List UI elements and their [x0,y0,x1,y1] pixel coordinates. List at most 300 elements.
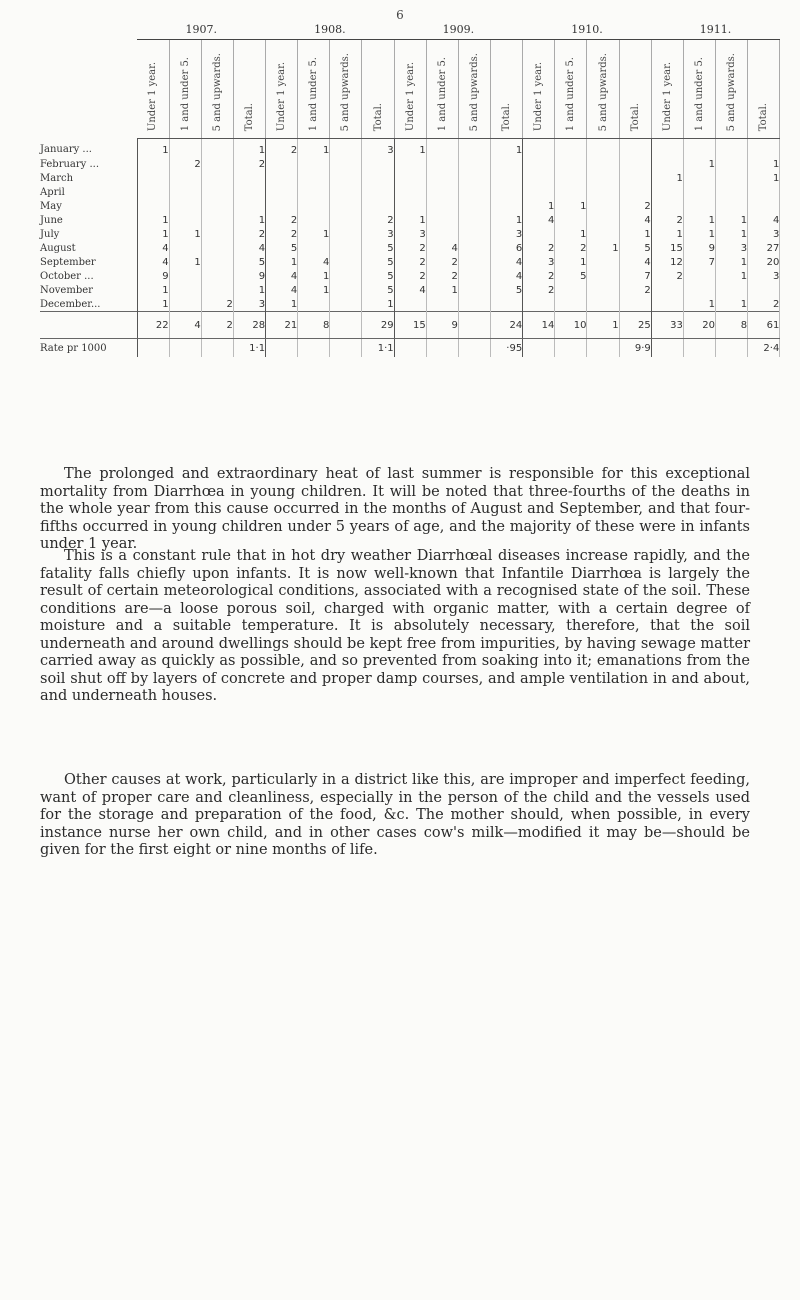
table-cell: 3 [394,227,426,241]
column-header [683,40,715,139]
table-cell [233,199,265,213]
table-cell [587,283,619,297]
column-header-label: Total. [372,102,384,131]
table-cell [426,157,458,171]
table-cell [748,199,780,213]
table-cell: 1 [555,199,587,213]
row-label: June [40,213,137,227]
table-cell [330,171,362,185]
table-cell: 2 [748,297,780,312]
table-cell [426,297,458,312]
table-cell [169,139,201,158]
column-header [298,40,330,139]
table-cell: 1·1 [233,339,265,358]
table-cell [266,185,298,199]
table-cell [587,213,619,227]
table-cell [458,339,490,358]
table-cell [651,339,683,358]
table-cell: 1 [137,227,169,241]
table-cell: 4 [266,269,298,283]
table-cell [555,185,587,199]
table-cell: 1 [362,297,394,312]
table-cell [555,213,587,227]
table-cell: 2 [394,269,426,283]
table-cell [201,283,233,297]
diarrhoea-mortality-table [40,20,780,357]
table-cell: 1 [266,255,298,269]
table-cell: 2 [555,241,587,255]
table-cell [716,171,748,185]
table-cell [169,171,201,185]
table-cell [619,185,651,199]
table-cell [491,297,523,312]
table-cell [748,283,780,297]
table-cell [587,185,619,199]
table-cell [458,157,490,171]
table-cell [619,139,651,158]
table-cell [169,241,201,255]
paragraph-text: The prolonged and extraordinary heat of last summer is responsible for this exceptional mortality from Diarrhœa in young children. It will be noted that three-fourths of the deaths in the whole year from this cause occurred in the months of August and September, and that four-fifths occurred in young children under 5 years of age, and the majority of these were in infants under 1 year. [40,466,750,552]
table-cell: 1 [683,157,715,171]
table-cell [458,199,490,213]
table-cell [394,171,426,185]
column-header [330,40,362,139]
table-row [40,283,780,297]
table-cell [330,199,362,213]
row-label: December... [40,297,137,312]
table-cell: 2 [266,139,298,158]
table-body [40,139,780,358]
table-cell: 2 [426,269,458,283]
table-cell: 61 [748,312,780,339]
table-cell: 2 [394,255,426,269]
table-cell [587,139,619,158]
table-cell: 1 [651,227,683,241]
table-cell [716,185,748,199]
table-cell: 1 [491,139,523,158]
column-header-label: 5 and upwards. [726,52,738,131]
table-cell [298,213,330,227]
column-header-label: Under 1 year. [147,61,159,131]
table-cell: 4 [233,241,265,255]
table-cell: 1 [298,139,330,158]
table-cell: 4 [266,283,298,297]
table-cell [651,199,683,213]
table-cell: 21 [266,312,298,339]
column-header-label: Total. [243,102,255,131]
table-cell: 2 [266,227,298,241]
table-cell: ·95 [491,339,523,358]
table-cell: 27 [748,241,780,255]
table-cell: 1 [748,171,780,185]
table-cell [619,171,651,185]
table-cell: 14 [523,312,555,339]
table-cell: 1 [169,255,201,269]
table-cell [201,199,233,213]
table-cell [298,171,330,185]
table-cell [426,199,458,213]
table-cell: 5 [491,283,523,297]
row-label: May [40,199,137,213]
table-cell: 2 [233,157,265,171]
table-cell: 4 [298,255,330,269]
table-cell: 5 [362,283,394,297]
table-cell: 1 [233,213,265,227]
table-cell: 8 [716,312,748,339]
table-cell [298,339,330,358]
table-cell [298,185,330,199]
table-cell [201,227,233,241]
table-cell: 2 [233,227,265,241]
table-cell [683,139,715,158]
table-cell [426,227,458,241]
table-cell [137,339,169,358]
table-cell [458,312,490,339]
table-cell: 2 [394,241,426,255]
table-cell [362,157,394,171]
table-cell: 1 [394,139,426,158]
table-cell: 4 [426,241,458,255]
table-cell: 3 [491,227,523,241]
table-cell: 1 [137,213,169,227]
row-label: March [40,171,137,185]
column-header [233,40,265,139]
row-label: April [40,185,137,199]
table-cell: 7 [619,269,651,283]
table-cell: 1 [298,269,330,283]
table-cell: 1 [587,241,619,255]
column-header [201,40,233,139]
year-header-1911: 1911. [651,20,780,40]
table-cell: 1 [137,139,169,158]
table-cell: 7 [683,255,715,269]
column-header [716,40,748,139]
table-cell [555,171,587,185]
table-cell [330,269,362,283]
table-cell: 33 [651,312,683,339]
table-cell [587,157,619,171]
column-header-label: Total. [501,102,513,131]
row-label: Rate pr 1000 [40,339,137,358]
table-cell: 6 [491,241,523,255]
table-cell: 1 [394,213,426,227]
table-cell: 9 [426,312,458,339]
table-cell: 5 [619,241,651,255]
table-cell [683,171,715,185]
table-cell [491,199,523,213]
row-label: November [40,283,137,297]
table-cell: 9 [683,241,715,255]
table-cell [362,185,394,199]
table-cell: 2 [523,269,555,283]
table-cell: 1 [555,255,587,269]
column-header [619,40,651,139]
table-cell [555,297,587,312]
table-cell: 2 [266,213,298,227]
table-cell [716,283,748,297]
table-cell: 1 [298,227,330,241]
table-cell [201,241,233,255]
table-cell [201,213,233,227]
table-cell [137,185,169,199]
table-cell [330,185,362,199]
table-cell [266,157,298,171]
table-cell: 1 [683,227,715,241]
table-cell: 3 [523,255,555,269]
table-cell: 9 [137,269,169,283]
row-label: October ... [40,269,137,283]
table-cell: 1 [169,227,201,241]
table-cell [169,269,201,283]
table-cell: 4 [169,312,201,339]
table-cell [201,255,233,269]
table-cell [330,339,362,358]
table-cell [201,269,233,283]
table-cell: 2·4 [748,339,780,358]
table-row [40,157,780,171]
table-cell: 1 [716,213,748,227]
table-cell [587,171,619,185]
table-cell: 28 [233,312,265,339]
table-cell: 1 [748,157,780,171]
column-header-label: 5 and upwards. [340,52,352,131]
table-cell: 1 [716,297,748,312]
table-cell: 1 [683,213,715,227]
table-cell [201,171,233,185]
mortality-table-wrapper [40,20,780,357]
table-cell [137,171,169,185]
table-cell: 4 [137,241,169,255]
column-header [587,40,619,139]
table-cell: 2 [201,312,233,339]
table-cell [298,199,330,213]
table-cell [233,185,265,199]
column-header [266,40,298,139]
table-cell [458,213,490,227]
totals-row [40,312,780,339]
paragraph-feeding-causes [40,772,750,860]
table-cell: 4 [523,213,555,227]
table-cell: 4 [394,283,426,297]
column-header [748,40,780,139]
table-cell [394,157,426,171]
table-cell: 1 [298,283,330,297]
table-cell [651,283,683,297]
table-cell [748,185,780,199]
table-cell [587,199,619,213]
table-cell [458,269,490,283]
table-cell [169,185,201,199]
row-label: July [40,227,137,241]
table-cell: 9 [233,269,265,283]
table-row [40,171,780,185]
table-cell: 1 [426,283,458,297]
table-cell [683,269,715,283]
table-cell: 22 [137,312,169,339]
table-cell [587,255,619,269]
paragraph-text: This is a constant rule that in hot dry weather Diarrhœal diseases increase rapidly, and the fatality falls chiefly upon infants. It is now well-known that Infantile Diarrhœa is largely the result of certain meteorological conditions, associated with a recognised state of the soil. These conditions are—a loose porous soil, charged with organic matter, with a certain degree of moisture and a suitable temperature. It is absolutely necessary, therefore, that the soil underneath and around dwellings should be kept free from impurities, by having sewage matter carried away as quickly as possible, and so prevented from soaking into it; emanations from the soil shut off by layers of concrete and proper damp courses, and ample ventilation in and about, and underneath houses. [40,548,750,704]
table-cell [201,157,233,171]
column-header [394,40,426,139]
column-header-label: Under 1 year. [404,61,416,131]
table-cell: 15 [394,312,426,339]
table-cell [555,283,587,297]
table-cell: 5 [555,269,587,283]
table-cell [458,255,490,269]
table-cell [587,297,619,312]
table-cell: 1 [555,227,587,241]
table-cell: 4 [491,255,523,269]
table-row [40,185,780,199]
column-header-label: 1 and under 5. [179,56,191,131]
table-cell [651,185,683,199]
table-cell [201,139,233,158]
table-cell [523,227,555,241]
table-cell: 5 [266,241,298,255]
table-cell: 1 [619,227,651,241]
column-header-label: 1 and under 5. [436,56,448,131]
column-header [491,40,523,139]
year-header-1907: 1907. [137,20,266,40]
table-cell: 5 [362,241,394,255]
table-cell [716,199,748,213]
table-cell: 4 [619,255,651,269]
table-cell [491,171,523,185]
year-header-1910: 1910. [523,20,652,40]
table-cell: 3 [748,269,780,283]
column-header [458,40,490,139]
table-cell: 1 [523,199,555,213]
table-cell: 1 [233,283,265,297]
column-header-label: 1 and under 5. [565,56,577,131]
column-header [555,40,587,139]
table-cell [683,283,715,297]
table-cell [298,157,330,171]
table-row [40,227,780,241]
table-cell: 3 [748,227,780,241]
table-row [40,241,780,255]
table-cell [587,227,619,241]
table-row [40,139,780,158]
year-header-1909: 1909. [394,20,523,40]
table-corner [40,20,137,139]
table-cell: 2 [426,255,458,269]
table-cell [330,213,362,227]
paragraph-soil-conditions [40,548,750,706]
table-cell: 1 [137,283,169,297]
table-cell [651,157,683,171]
column-header-label: 5 and upwards. [597,52,609,131]
table-cell [426,213,458,227]
table-cell [330,139,362,158]
table-cell: 5 [233,255,265,269]
table-cell: 3 [362,227,394,241]
table-cell: 1 [716,255,748,269]
table-cell [394,339,426,358]
table-cell [169,339,201,358]
table-cell [555,339,587,358]
row-label: September [40,255,137,269]
table-cell: 9·9 [619,339,651,358]
table-cell [651,297,683,312]
table-cell [169,213,201,227]
column-header [362,40,394,139]
table-cell: 1 [683,297,715,312]
column-header-label: Under 1 year. [661,61,673,131]
subheader-row [40,40,780,139]
table-cell [619,157,651,171]
table-cell [394,199,426,213]
table-row [40,297,780,312]
column-header-label: Total. [629,102,641,131]
table-cell [169,283,201,297]
table-cell: 20 [683,312,715,339]
column-header-label: 5 and upwards. [468,52,480,131]
table-cell [426,185,458,199]
table-cell: 29 [362,312,394,339]
table-cell [330,283,362,297]
table-cell: 1 [233,139,265,158]
table-cell [555,157,587,171]
table-cell: 3 [233,297,265,312]
table-cell [716,139,748,158]
table-cell [716,157,748,171]
column-header [137,40,169,139]
table-cell [169,297,201,312]
table-cell [330,227,362,241]
table-cell [458,227,490,241]
table-cell: 2 [201,297,233,312]
table-cell: 2 [362,213,394,227]
table-row [40,199,780,213]
table-cell [458,241,490,255]
table-cell [748,139,780,158]
row-label: February ... [40,157,137,171]
table-cell: 2 [169,157,201,171]
table-cell [266,199,298,213]
table-cell [169,199,201,213]
table-cell: 4 [137,255,169,269]
table-cell: 4 [748,213,780,227]
table-cell [330,312,362,339]
table-cell [683,339,715,358]
table-cell [491,185,523,199]
table-cell: 2 [619,283,651,297]
table-cell [458,297,490,312]
column-header [169,40,201,139]
table-cell: 10 [555,312,587,339]
table-cell [523,157,555,171]
table-cell: 3 [716,241,748,255]
table-cell [458,171,490,185]
table-cell [362,171,394,185]
table-cell: 8 [298,312,330,339]
table-cell [619,297,651,312]
page-number: 6 [396,8,404,22]
table-row [40,255,780,269]
table-cell [683,185,715,199]
row-label [40,312,137,339]
table-cell: 1 [651,171,683,185]
table-cell [137,199,169,213]
table-cell [330,241,362,255]
table-cell [362,199,394,213]
table-cell [426,139,458,158]
table-cell: 1 [266,297,298,312]
table-cell: 1 [716,269,748,283]
column-header-label: 1 and under 5. [308,56,320,131]
table-cell [201,185,233,199]
